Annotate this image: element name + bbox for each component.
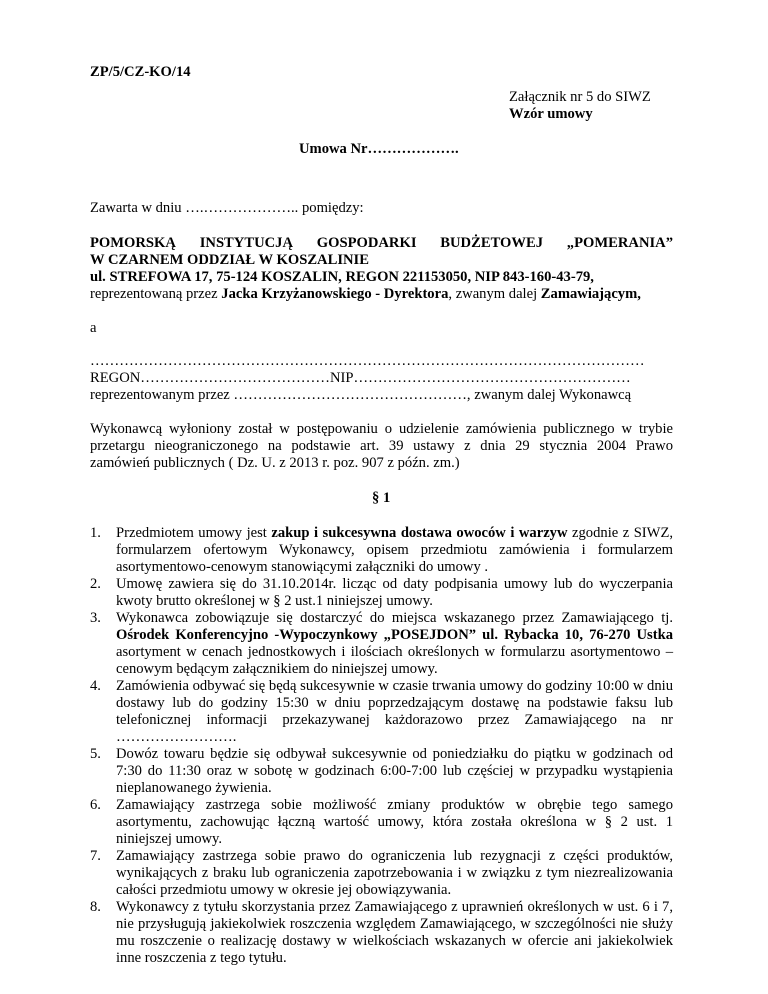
item-number: 4.	[90, 678, 101, 694]
item-text-part: Przedmiotem umowy jest	[116, 525, 272, 541]
intro-line2: przetargu nieograniczonego na podstawie art. 39 ustawy z dnia 29 stycznia 2004 Prawo	[90, 438, 673, 454]
party1-address: ul. STREFOWA 17, 75-124 KOSZALIN, REGON 221153050, NIP 843-160-43-79,	[90, 269, 594, 285]
item-number: 8.	[90, 899, 101, 915]
party1-rep-mid: , zwanym dalej	[448, 286, 541, 302]
intro-line1: Wykonawcą wyłoniony został w postępowaniu o udzielenie zamówienia publicznego w trybie	[90, 421, 673, 437]
item-text	[116, 610, 673, 678]
party1-name-line1: POMORSKĄ INSTYTUCJĄ GOSPODARKI BUDŻETOWEJ „POMERANIA”	[90, 235, 673, 251]
list-item	[90, 848, 673, 899]
party2-representative: reprezentowanym przez …………………………………………, zwanym dalej Wykonawcą	[90, 387, 632, 403]
party2-regon-nip: REGON…………………………………NIP…………………………………………………	[90, 370, 631, 386]
concluded-line: Zawarta w dniu ….……………….. pomiędzy:	[90, 200, 364, 216]
item-text: Dowóz towaru będzie się odbywał sukcesywnie od poniedziałku do piątku w godzinach od 7:30 do 11:30 oraz w sobotę w godzinach 6:00-7:00 lub częściej w przypadku wystąpienia nieplanowanego żywienia.	[116, 746, 673, 796]
party1-representative	[90, 286, 641, 303]
item-text: Umowę zawiera się do 31.10.2014r. licząc od daty podpisania umowy lub do wyczerpania kwoty brutto określonej w § 2 ust.1 niniejszej umowy.	[116, 576, 673, 609]
item-text-bold: zakup i sukcesywna dostawa owoców i warzyw	[271, 525, 568, 541]
list-item	[90, 899, 673, 967]
party1-name-line2: W CZARNEM ODDZIAŁ W KOSZALINIE	[90, 252, 369, 268]
list-item	[90, 746, 673, 797]
party1-rep-name: Jacka Krzyżanowskiego - Dyrektora	[221, 286, 449, 302]
intro-line3: zamówień publicznych ( Dz. U. z 2013 r. poz. 907 z późn. zm.)	[90, 455, 460, 471]
item-text: Wykonawcy z tytułu skorzystania przez Zamawiającego z uprawnień określonych w ust. 6 i 7, nie przysługują jakiekolwiek roszczenia względem Zamawiającego, w szczególności nie służy mu roszczenie o realizację dostawy w wielkościach wskazanych w ofercie ani jakiekolwiek inne roszczenia z tego tytułu.	[116, 899, 673, 966]
item-number: 1.	[90, 525, 101, 541]
annex-title: Wzór umowy	[509, 106, 593, 122]
reference-number: ZP/5/CZ-KO/14	[90, 64, 191, 80]
party1-rep-role: Zamawiającym,	[540, 286, 641, 302]
item-number: 3.	[90, 610, 101, 626]
annex-label: Załącznik nr 5 do SIWZ	[509, 89, 651, 105]
item-text-part: asortyment w cenach jednostkowych i ilościach określonych w formularzu asortymentowo –cenowym będącym załącznikiem do niniejszej umowy.	[116, 644, 673, 677]
list-item	[90, 610, 673, 678]
list-item	[90, 525, 673, 576]
item-number: 7.	[90, 848, 101, 864]
item-text: Zamawiający zastrzega sobie prawo do ograniczenia lub rezygnacji z części produktów, wynikających z braku lub ograniczenia zapotrzebowania i w związku z tym niezrealizowania całości przedmiotu umowy w okresie jej obowiązywania.	[116, 848, 673, 898]
item-number: 2.	[90, 576, 101, 592]
item-text-part: Wykonawca zobowiązuje się dostarczyć do miejsca wskazanego przez Zamawiającego tj.	[116, 610, 673, 626]
list-item	[90, 797, 673, 848]
list-item	[90, 678, 673, 746]
item-text: Zamówienia odbywać się będą sukcesywnie w czasie trwania umowy do godziny 10:00 w dniu dostawy lub do godziny 15:30 w dniu poprzedzającym dostawę na podstawie faksu lub telefonicznej informacji przekazywanej każdorazowo przez Zamawiającego na nr …………………….	[116, 678, 673, 745]
party2-dots: ……………………………………………………………………………………………………	[90, 353, 645, 369]
and-word: a	[90, 320, 97, 336]
item-number: 5.	[90, 746, 101, 762]
item-text: Zamawiający zastrzega sobie możliwość zmiany produktów w obrębie tego samego asortymentu, zachowując łączną wartość umowy, która została określona w § 2 ust. 1 niniejszej umowy.	[116, 797, 673, 847]
section-heading: § 1	[372, 490, 391, 506]
list-item	[90, 576, 673, 610]
item-text-part: zgodnie z SIWZ, formularzem ofertowym Wykonawcy, opisem przedmiotu zamówienia i formularzem asortymentowo-cenowym stanowiącymi załączniki do umowy .	[116, 525, 674, 575]
party1-rep-prefix: reprezentowaną przez	[90, 286, 222, 302]
item-text-bold: Ośrodek Konferencyjno -Wypoczynkowy „POSEJDON” ul. Rybacka 10, 76-270 Ustka	[116, 627, 673, 643]
item-text	[116, 525, 673, 576]
item-number: 6.	[90, 797, 101, 813]
contract-title: Umowa Nr……………….	[299, 141, 459, 157]
